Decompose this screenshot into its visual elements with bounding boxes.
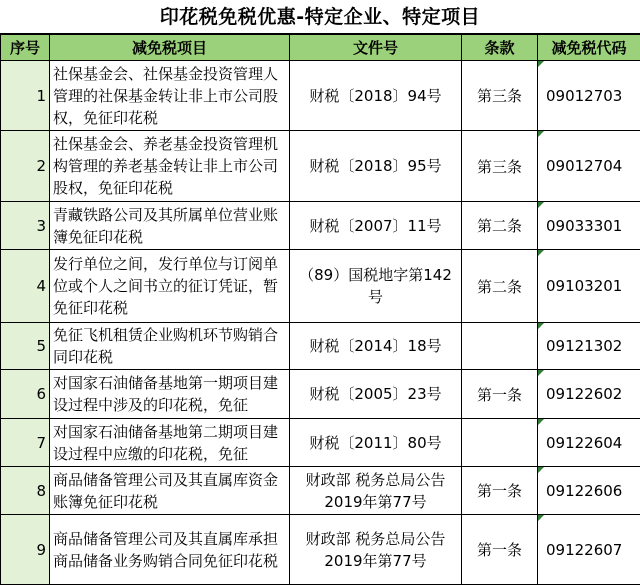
header-clause: 条款 bbox=[462, 35, 538, 61]
row-code: 09121302 bbox=[538, 323, 640, 370]
row-index: 7 bbox=[1, 419, 50, 467]
row-index: 8 bbox=[1, 467, 50, 515]
row-code: 09122607 bbox=[538, 515, 640, 585]
row-document: 财政部 税务总局公告2019年第77号 bbox=[290, 515, 462, 585]
row-code: 09122604 bbox=[538, 419, 640, 467]
row-clause: 第一条 bbox=[462, 515, 538, 585]
header-index: 序号 bbox=[1, 35, 50, 61]
row-clause bbox=[462, 419, 538, 467]
row-item: 免征飞机租赁企业购机环节购销合同印花税 bbox=[50, 323, 290, 370]
row-document: 财税〔2005〕23号 bbox=[290, 370, 462, 419]
row-document: 财税〔2018〕95号 bbox=[290, 131, 462, 202]
header-document: 文件号 bbox=[290, 35, 462, 61]
row-index: 3 bbox=[1, 202, 50, 250]
header-code: 减免税代码 bbox=[538, 35, 640, 61]
row-item: 青藏铁路公司及其所属单位营业账簿免征印花税 bbox=[50, 202, 290, 250]
row-item: 商品储备管理公司及其直属库承担商品储备业务购销合同免征印花税 bbox=[50, 515, 290, 585]
row-item: 社保基金会、养老基金投资管理机构管理的养老基金转让非上市公司股权，免征印花税 bbox=[50, 131, 290, 202]
row-index: 9 bbox=[1, 515, 50, 585]
row-clause: 第二条 bbox=[462, 250, 538, 323]
row-item: 对国家石油储备基地第二期项目建设过程中应缴的印花税，免征 bbox=[50, 419, 290, 467]
header-item: 减免税项目 bbox=[50, 35, 290, 61]
row-document: 财税〔2007〕11号 bbox=[290, 202, 462, 250]
row-clause: 第二条 bbox=[462, 202, 538, 250]
table-row bbox=[1, 131, 640, 202]
row-clause: 第一条 bbox=[462, 370, 538, 419]
table-row bbox=[1, 515, 640, 585]
row-clause bbox=[462, 323, 538, 370]
row-clause: 第三条 bbox=[462, 61, 538, 131]
table-row bbox=[1, 250, 640, 323]
row-clause: 第三条 bbox=[462, 131, 538, 202]
row-index: 5 bbox=[1, 323, 50, 370]
table-row bbox=[1, 370, 640, 419]
row-document: 财税〔2018〕94号 bbox=[290, 61, 462, 131]
row-document: 财税〔2011〕80号 bbox=[290, 419, 462, 467]
table-row bbox=[1, 61, 640, 131]
row-code: 09103201 bbox=[538, 250, 640, 323]
row-index: 1 bbox=[1, 61, 50, 131]
tax-exemption-table bbox=[0, 34, 640, 585]
row-code: 09033301 bbox=[538, 202, 640, 250]
row-document: 财政部 税务总局公告2019年第77号 bbox=[290, 467, 462, 515]
row-item: 对国家石油储备基地第一期项目建设过程中涉及的印花税，免征 bbox=[50, 370, 290, 419]
row-code: 09012704 bbox=[538, 131, 640, 202]
table-row bbox=[1, 419, 640, 467]
table-row bbox=[1, 202, 640, 250]
row-code: 09012703 bbox=[538, 61, 640, 131]
table-row bbox=[1, 467, 640, 515]
row-code: 09122602 bbox=[538, 370, 640, 419]
row-item: 社保基金会、社保基金投资管理人管理的社保基金转让非上市公司股权，免征印花税 bbox=[50, 61, 290, 131]
row-item: 发行单位之间，发行单位与订阅单位或个人之间书立的征订凭证，暂免征印花税 bbox=[50, 250, 290, 323]
row-clause: 第一条 bbox=[462, 467, 538, 515]
row-index: 4 bbox=[1, 250, 50, 323]
table-row bbox=[1, 323, 640, 370]
row-index: 6 bbox=[1, 370, 50, 419]
row-item: 商品储备管理公司及其直属库资金账簿免征印花税 bbox=[50, 467, 290, 515]
sheet-title: 印花税免税优惠-特定企业、特定项目 bbox=[0, 0, 640, 34]
row-index: 2 bbox=[1, 131, 50, 202]
row-document: 财税〔2014〕18号 bbox=[290, 323, 462, 370]
row-code: 09122606 bbox=[538, 467, 640, 515]
row-document: （89）国税地字第142号 bbox=[290, 250, 462, 323]
header-row bbox=[1, 35, 640, 61]
